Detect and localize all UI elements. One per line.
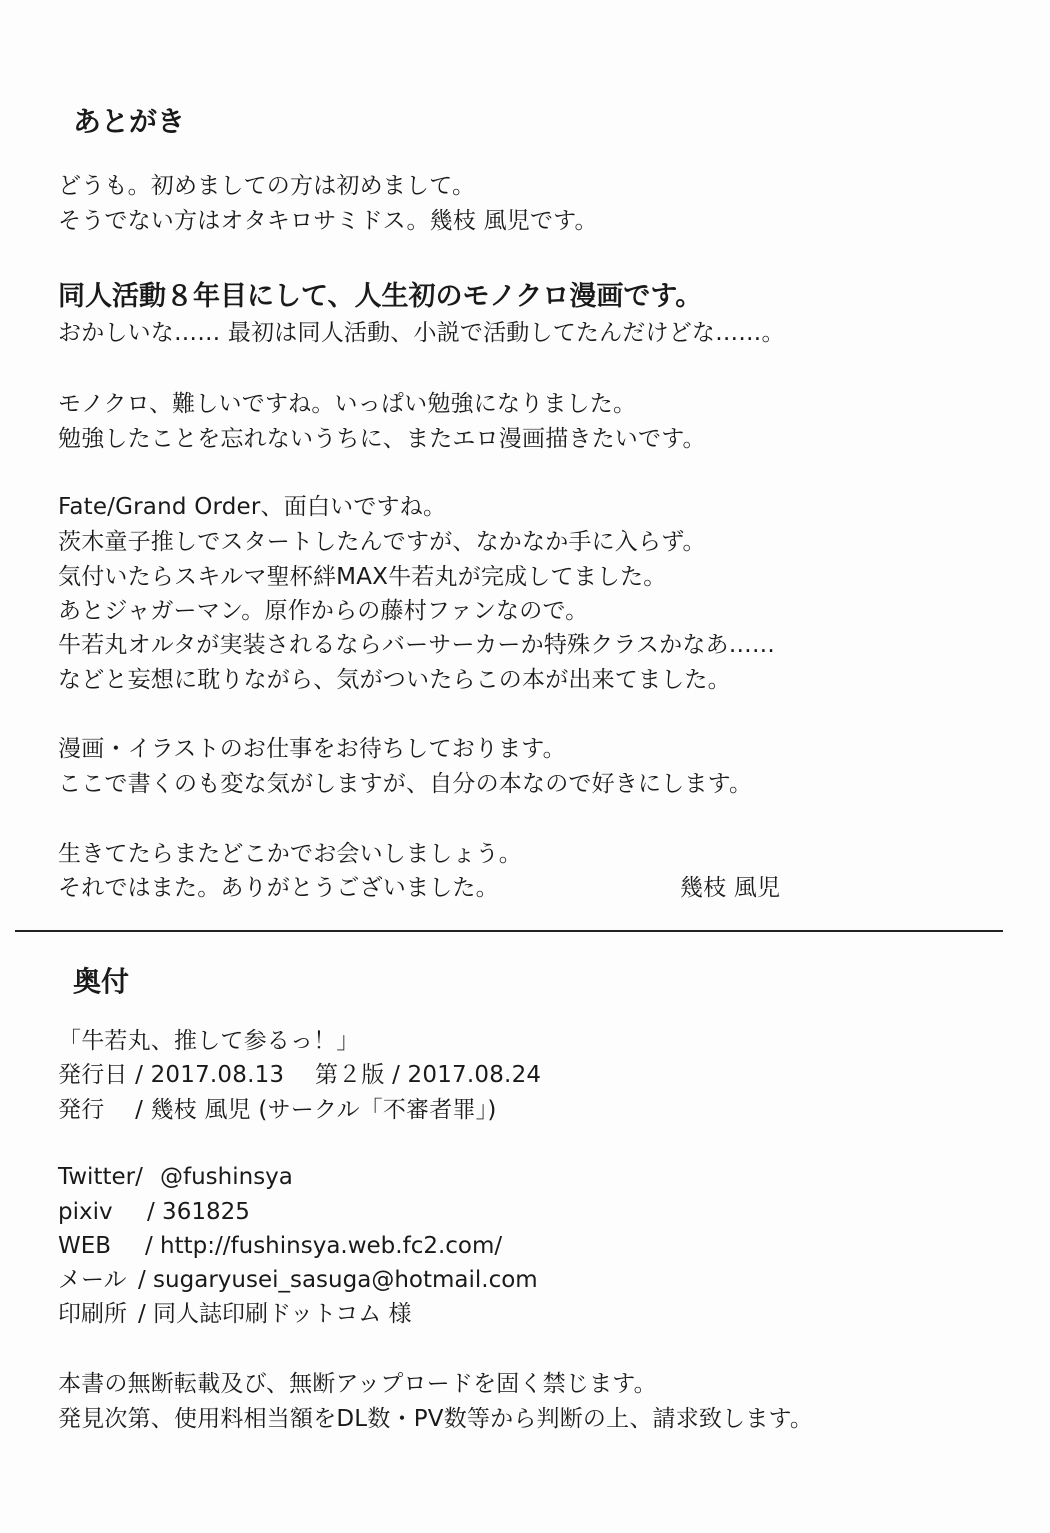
afterword-line: おかしいな…… 最初は同人活動、小説で活動してたんだけどな……。 [58,320,785,346]
afterword-line: そうでない方はオタキロサミドス。幾枝 風児です。 [58,208,598,234]
copyright-notice: 本書の無断転載及び、無断アップロードを固く禁じます。 [58,1371,657,1397]
afterword-line: どうも。初めましての方は初めまして。 [58,173,476,199]
afterword-line: あとジャガーマン。原作からの藤村ファンなので。 [58,598,589,624]
afterword-line: Fate/Grand Order、面白いですね。 [58,494,447,520]
afterword-line: 牛若丸オルタが実装されるならバーサーカーか特殊クラスかなあ…… [58,632,776,658]
afterword-line: ここで書くのも変な気がしますが、自分の本なので好きにします。 [58,771,753,797]
afterword-heading: あとがき [73,105,186,138]
contact-label: メール [58,1267,127,1293]
contact-label: 印刷所 [58,1301,127,1327]
afterword-line: モノクロ、難しいですね。いっぱい勉強になりました。 [58,391,637,417]
contact-value: / http://fushinsya.web.fc2.com/ [145,1233,503,1259]
contact-value: / sugaryusei_sasuga@hotmail.com [138,1267,538,1293]
afterword-line: 漫画・イラストのお仕事をお待ちしております。 [58,736,566,762]
author-signature: 幾枝 風児 [680,875,781,901]
contact-value: / 同人誌印刷ドットコム 様 [138,1301,412,1327]
colophon-heading: 奥付 [73,965,130,998]
contact-label: WEB [58,1233,112,1259]
contact-label: Twitter/ [58,1164,143,1190]
book-title: 「牛若丸、推して参るっ！」 [58,1028,360,1054]
publisher-info: 発行 / 幾枝 風児 (サークル「不審者罪」) [58,1097,497,1123]
afterword-line: 茨木童子推しでスタートしたんですが、なかなか手に入らず。 [58,529,706,555]
afterword-line: 気付いたらスキルマ聖杯絆MAX牛若丸が完成してました。 [58,564,667,590]
afterword-highlight-line: 同人活動８年目にして、人生初のモノクロ漫画です。 [58,281,703,312]
section-divider [15,930,1003,932]
contact-label: pixiv [58,1199,113,1225]
publication-dates: 発行日 / 2017.08.13 第２版 / 2017.08.24 [58,1062,542,1088]
afterword-line: 生きてたらまたどこかでお会いしましょう。 [58,841,522,867]
afterword-line: それではまた。ありがとうございました。 [58,875,499,901]
copyright-notice: 発見次第、使用料相当額をDL数・PV数等から判断の上、請求致します。 [58,1406,814,1432]
contact-value: @fushinsya [160,1164,293,1190]
afterword-line: などと妄想に耽りながら、気がついたらこの本が出来てました。 [58,667,731,693]
contact-value: / 361825 [147,1199,250,1225]
afterword-line: 勉強したことを忘れないうちに、またエロ漫画描きたいです。 [58,426,706,452]
